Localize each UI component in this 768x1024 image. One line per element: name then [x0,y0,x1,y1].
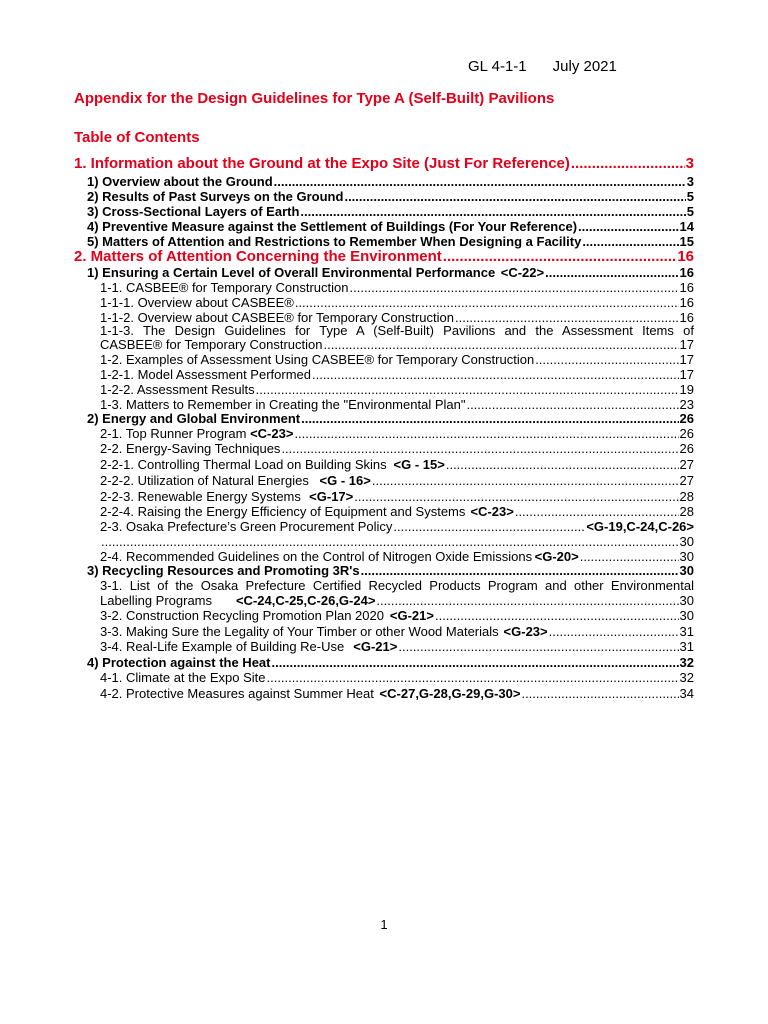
toc-entry-2-1[interactable]: 1) Ensuring a Certain Level of Overall Environmental Performance <C-22> ..... 16 [87,265,694,280]
toc-entry-1-2-1[interactable]: 1-2-1. Model Assessment Performed ..... 17 [100,367,694,382]
document-date: July 2021 [552,58,617,75]
toc-entry-3-1-line1[interactable]: 3-1. List of the Osaka Prefecture Certified Recycled Products Program and other Environmental [100,578,694,593]
toc-entry-1-1-3-line1[interactable]: 1-1-3. The Design Guidelines for Type A (Self-Built) Pavilions and the Assessment Items of [100,323,694,338]
toc-entry-1-4[interactable]: 4) Preventive Measure against the Settlement of Buildings (For Your Reference) ..... 14 [87,219,694,234]
toc-entry-1-2[interactable]: 2) Results of Past Surveys on the Ground ..... 5 [87,189,694,204]
toc-entry-1-2-2[interactable]: 1-2-2. Assessment Results ..... 19 [100,382,694,397]
toc-entry-1-5[interactable]: 5) Matters of Attention and Restrictions to Remember When Designing a Facility ..... 15 [87,234,694,249]
document-title: Appendix for the Design Guidelines for Type A (Self-Built) Pavilions [74,90,555,107]
toc-entry-1-3[interactable]: 3) Cross-Sectional Layers of Earth ..... 5 [87,204,694,219]
toc-entry-2-4-heat[interactable]: 4) Protection against the Heat ..... 32 [87,655,694,670]
toc-entry-1-1-casbee[interactable]: 1-1. CASBEE® for Temporary Construction ..... 16 [100,280,694,295]
toc-entry-2-2[interactable]: 2-2. Energy-Saving Techniques ..... 26 [100,441,694,456]
toc-entry-4-1[interactable]: 4-1. Climate at the Expo Site ..... 32 [100,670,694,685]
toc-entry-2-2-2[interactable]: 2-2-2. Utilization of Natural Energies <G - 16> ..... 27 [100,473,694,488]
document-header [468,58,617,75]
toc-entry-2-3-page[interactable]: ..... 30 [100,534,694,549]
toc-entry-1-1-3[interactable]: CASBEE® for Temporary Construction ..... 17 [100,337,694,352]
toc-entry-2-3[interactable]: 2-3. Osaka Prefecture’s Green Procurement Policy ..... <G-19,C-24,C-26> [100,519,694,534]
page-number: 1 [380,917,388,932]
toc-entry-3-3[interactable]: 3-3. Making Sure the Legality of Your Timber or other Wood Materials <G-23> ..... 31 [100,624,694,639]
document-code: GL 4-1-1 [468,58,527,75]
toc-entry-3-1[interactable]: Labelling Programs <C-24,C-25,C-26,G-24> ..... 30 [100,593,694,608]
toc-entry-2-2-energy[interactable]: 2) Energy and Global Environment ..... 26 [87,411,694,426]
toc-entry-1-3[interactable]: 1-3. Matters to Remember in Creating the "Environmental Plan" ..... 23 [100,397,694,412]
toc-entry-2-1-top-runner[interactable]: 2-1. Top Runner Program <C-23> ..... 26 [100,426,694,441]
toc-entry-2-3-recycling[interactable]: 3) Recycling Resources and Promoting 3R's ..... 30 [87,563,694,578]
toc-entry-2-4[interactable]: 2-4. Recommended Guidelines on the Control of Nitrogen Oxide Emissions <G-20> ..... 30 [100,549,694,564]
toc-entry-3-2[interactable]: 3-2. Construction Recycling Promotion Plan 2020 <G-21> ..... 30 [100,608,694,623]
toc-entry-1-1-2[interactable]: 1-1-2. Overview about CASBEE® for Temporary Construction ..... 16 [100,310,694,325]
toc-entry-1-1-1[interactable]: 1-1-1. Overview about CASBEE® ..... 16 [100,295,694,310]
toc-heading: Table of Contents [74,129,200,146]
toc-entry-2-2-4[interactable]: 2-2-4. Raising the Energy Efficiency of Equipment and Systems <C-23> ..... 28 [100,504,694,519]
toc-entry-section-2[interactable]: 2. Matters of Attention Concerning the Environment ..... 16 [74,248,694,265]
toc-entry-1-1[interactable]: 1) Overview about the Ground ..... 3 [87,174,694,189]
toc-entry-4-2[interactable]: 4-2. Protective Measures against Summer Heat <C-27,G-28,G-29,G-30> ..... 34 [100,686,694,701]
toc-entry-2-2-1[interactable]: 2-2-1. Controlling Thermal Load on Building Skins <G - 15> ..... 27 [100,457,694,472]
toc-entry-3-4[interactable]: 3-4. Real-Life Example of Building Re-Use <G-21> ..... 31 [100,639,694,654]
toc-entry-2-2-3[interactable]: 2-2-3. Renewable Energy Systems <G-17> ..... 28 [100,489,694,504]
toc-entry-1-2[interactable]: 1-2. Examples of Assessment Using CASBEE® for Temporary Construction ..... 17 [100,352,694,367]
toc-entry-section-1[interactable]: 1. Information about the Ground at the Expo Site (Just For Reference) ..... 3 [74,155,694,172]
